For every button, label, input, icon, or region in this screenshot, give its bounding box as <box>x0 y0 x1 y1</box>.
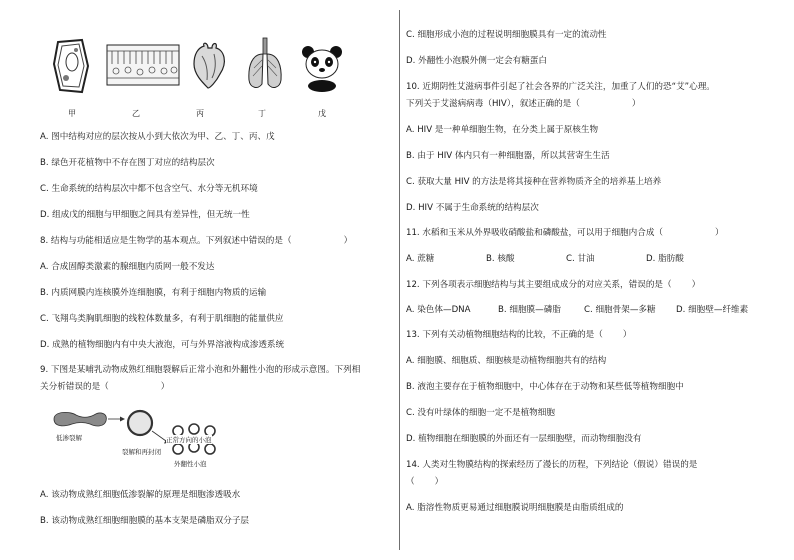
q7-option-d: D. 组成戊的细胞与甲细胞之间具有差异性，但无统一性 <box>40 210 250 220</box>
q11-option-a: A. 蔗糖 <box>406 254 435 264</box>
q14-stem-text: （ <box>406 477 415 487</box>
q7-option-c: C. 生命系统的结构层次中都不包含空气、水分等无机环境 <box>40 184 258 194</box>
q14-option-a: A. 脂溶性物质更易通过细胞膜说明细胞膜是由脂质组成的 <box>406 503 624 513</box>
q7-option-b: B. 绿色开花植物中不存在图丁对应的结构层次 <box>40 158 215 168</box>
q13-option-a: A. 细胞膜、细胞质、细胞核是动植物细胞共有的结构 <box>406 356 607 366</box>
vesicle-formation-figure <box>48 405 218 475</box>
q11-option-c: C. 甘油 <box>566 254 595 264</box>
right-column <box>406 0 776 560</box>
q12-close-paren: ） <box>691 280 701 290</box>
q8-option-d: D. 成熟的植物细胞内有中央大液泡，可与外界溶液构成渗透系统 <box>40 340 285 350</box>
q11-option-b: B. 核酸 <box>486 254 515 264</box>
q13-stem <box>406 329 631 341</box>
label-hypotonic-lysis: 低渗裂解 <box>56 434 82 442</box>
q14-close-paren: ） <box>434 477 444 487</box>
figure-label-wu: 戊 <box>318 109 326 118</box>
q9-stem-text: 关分析错误的是（ <box>40 382 109 392</box>
q11-stem <box>406 227 724 239</box>
label-normal-vesicle: 正常方向的小泡 <box>166 436 212 444</box>
q12-option-c: C. 细胞骨架—多糖 <box>584 305 656 315</box>
q13-stem-text: 13. 下列有关动植物细胞结构的比较，不正确的是（ <box>406 330 603 340</box>
label-inverted-vesicle: 外翻性小泡 <box>174 460 207 468</box>
q10-option-a: A. HIV 是一种单细胞生物，在分类上属于原核生物 <box>406 125 599 135</box>
q14-stem-line2 <box>406 476 443 488</box>
plant-cell-image <box>52 38 92 94</box>
panda-image <box>300 44 344 92</box>
q10-stem-text: 下列关于艾滋病病毒（HIV），叙述正确的是（ <box>406 99 580 109</box>
figure-label-bing: 丙 <box>196 109 204 118</box>
heart-organ-image <box>190 40 230 90</box>
q12-option-a: A. 染色体—DNA <box>406 305 471 315</box>
q7-option-a: A. 图中结构对应的层次按从小到大依次为甲、乙、丁、丙、戊 <box>40 132 275 142</box>
organ-system-image <box>244 36 286 96</box>
q13-close-paren: ） <box>622 330 632 340</box>
q13-option-d: D. 植物细胞在细胞膜的外面还有一层细胞壁，而动物细胞没有 <box>406 434 642 444</box>
left-column <box>40 0 390 560</box>
label-lyse-reseal: 裂解和再封闭 <box>122 448 161 456</box>
q11-options <box>406 253 776 265</box>
q14-stem-line1: 14. 人类对生物膜结构的探索经历了漫长的历程，下列结论（假说）错误的是 <box>406 460 698 470</box>
q9-option-d: D. 外翻性小泡膜外侧一定会有糖蛋白 <box>406 56 547 66</box>
q10-stem-line1: 10. 近期阴性艾滋病事件引起了社会各界的广泛关注，加重了人们的恐“艾”心理。 <box>406 82 715 92</box>
q10-option-b: B. 由于 HIV 体内只有一种细胞器，所以其营寄生生活 <box>406 151 610 161</box>
q10-stem-line2 <box>406 98 640 110</box>
q9-stem-line2 <box>40 381 169 393</box>
q11-stem-text: 11. 水稻和玉米从外界吸收硝酸盐和磷酸盐，可以用于细胞内合成（ <box>406 228 664 238</box>
biology-levels-figure <box>48 34 368 122</box>
q12-stem <box>406 279 700 291</box>
q12-options <box>406 304 776 316</box>
q12-option-d: D. 细胞壁—纤维素 <box>676 305 749 315</box>
q10-option-c: C. 获取大量 HIV 的方法是将其接种在营养物质齐全的培养基上培养 <box>406 177 662 187</box>
q9-option-c: C. 细胞形成小泡的过程说明细胞膜具有一定的流动性 <box>406 30 607 40</box>
figure-label-ding: 丁 <box>258 109 266 118</box>
q12-option-b: B. 细胞膜—磷脂 <box>498 305 561 315</box>
column-divider <box>399 10 400 550</box>
q8-stem-text: 8. 结构与功能相适应是生物学的基本观点。下列叙述中错误的是（ <box>40 236 292 246</box>
q8-close-paren: ） <box>343 236 353 246</box>
q11-option-d: D. 脂肪酸 <box>646 254 684 264</box>
q11-close-paren: ） <box>715 228 724 238</box>
q13-option-c: C. 没有叶绿体的细胞一定不是植物细胞 <box>406 408 555 418</box>
q8-option-a: A. 合成固醇类激素的腺细胞内质网一般不发达 <box>40 262 215 272</box>
figure-label-yi: 乙 <box>132 109 140 118</box>
q8-option-c: C. 飞翔鸟类胸肌细胞的线粒体数量多，有利于肌细胞的能量供应 <box>40 314 284 324</box>
q9-option-b: B. 该动物成熟红细胞细胞膜的基本支架是磷脂双分子层 <box>40 516 250 526</box>
q12-stem-text: 12. 下列各项表示细胞结构与其主要组成成分的对应关系，错误的是（ <box>406 280 672 290</box>
q9-close-paren: ） <box>160 382 170 392</box>
q9-stem-line1: 9. 下图是某哺乳动物成熟红细胞裂解后正常小泡和外翻性小泡的形成示意图。下列相 <box>40 365 361 375</box>
q10-close-paren: ） <box>631 99 641 109</box>
figure-label-jia: 甲 <box>68 109 76 118</box>
leaf-tissue-image <box>106 44 180 86</box>
q8-option-b: B. 内质网膜内连核膜外连细胞膜，有利于细胞内物质的运输 <box>40 288 267 298</box>
q9-option-a: A. 该动物成熟红细胞低渗裂解的原理是细胞渗透吸水 <box>40 490 241 500</box>
q13-option-b: B. 液泡主要存在于植物细胞中，中心体存在于动物和某些低等植物细胞中 <box>406 382 684 392</box>
q10-option-d: D. HIV 不属于生命系统的结构层次 <box>406 203 539 213</box>
q8-stem <box>40 235 352 247</box>
